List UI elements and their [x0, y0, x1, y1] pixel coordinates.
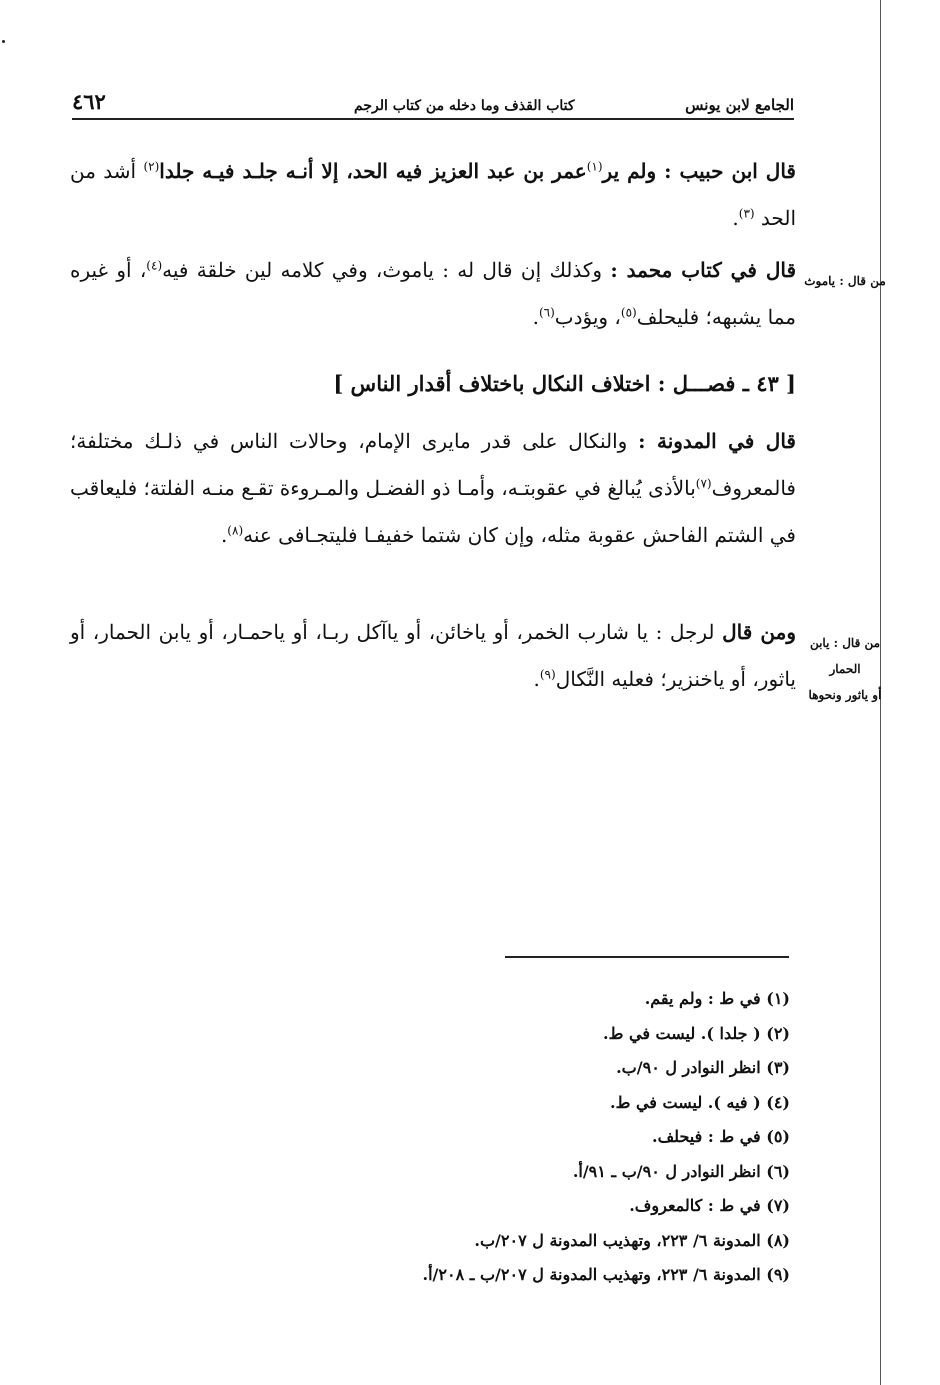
footnote-separator [505, 956, 789, 958]
footnote-ref[interactable]: (٦) [538, 305, 555, 320]
paragraph-text: لرجل : يا شارب الخمر، أو ياخائن، أو ياآكل ربـا، أو ياحمـار، أو يابن الحمار، أو ياثور، أو ياخنزير؛ فعليه النَّكال [70, 620, 796, 691]
paragraph-lead: قال في المدونة : [638, 429, 796, 453]
running-header [72, 88, 794, 120]
paragraph-lead: ومن قال [722, 620, 796, 644]
footnote-ref[interactable]: (١) [586, 159, 603, 174]
footnote-item: (١) في ط : ولم يقم. [644, 989, 790, 1008]
paragraph-text: . [732, 206, 739, 230]
paragraph-kitab-muhammad [70, 247, 796, 341]
paragraph-text: ، أو غيره مما يشبهه؛ فليحلف [70, 258, 796, 329]
margin-note-yamuth [800, 268, 890, 294]
footnote-item: (٦) انظر النوادر ل ٩٠/ب ـ ٩١/أ. [572, 1161, 790, 1181]
footnote-item: (٢) ( جلدا ). ليست في ط. [603, 1023, 790, 1043]
footnote-ref[interactable]: (٧) [695, 476, 712, 491]
book-title: الجامع لابن يونس [685, 96, 794, 114]
paragraph-text: . [533, 667, 540, 691]
footnote-ref[interactable]: (٢) [143, 159, 160, 174]
paragraph-text: . [532, 305, 539, 329]
footnote-ref[interactable]: (٣) [738, 206, 755, 221]
scan-speck [2, 40, 5, 43]
footnote-ref[interactable]: (٨) [227, 523, 244, 538]
paragraph-text: . [220, 523, 228, 547]
paragraph-ibn-habib [70, 148, 796, 242]
page-number: ٤٦٢ [72, 89, 106, 114]
footnote-ref[interactable]: (٤) [146, 258, 163, 273]
chapter-title: كتاب القذف وما دخله من كتاب الرجم [354, 98, 575, 114]
paragraph-text: بالأذى يُبالغ في عقوبتـه، وأمـا ذو الفضـل والمـروءة تقـع منـه الفلتة؛ فليعاقب في الشتم الفاحش عقوبة مثله، وإن كان شتما خفيفـا فليتجـافى عنه [70, 476, 796, 547]
paragraph-lead: قال في كتاب محمد : [610, 258, 797, 282]
paragraph-lead-cont: عمر بن عبد العزيز فيه الحد، إلا أنـه جلـد فيـه جلدا [159, 159, 587, 183]
margin-note-ibn-al-himar [800, 630, 890, 708]
paragraph-text: ، ويؤدب [554, 305, 621, 329]
footnotes-list [300, 982, 790, 1293]
paragraph-text: أشد من الحد [70, 159, 796, 230]
paragraph-mudawwana [70, 418, 796, 559]
footnote-item: (٩) المدونة ٦/ ٢٢٣، وتهذيب المدونة ل ٢٠٧/ب ـ ٢٠٨/أ. [422, 1265, 790, 1284]
footnote-item: (٨) المدونة ٦/ ٢٢٣، وتهذيب المدونة ل ٢٠٧/ب. [474, 1230, 790, 1250]
paragraph-text: وكذلك إن قال له : ياموث، وفي كلامه لين خلقة فيه [162, 258, 611, 282]
paragraph-insults [70, 609, 796, 703]
paragraph-text: والنكال على قدر مايرى الإمام، وحالات الناس في ذلـك مختلفة؛ فالمعروف [70, 429, 796, 500]
section-heading: [ ٤٣ ـ فصـــل : اختلاف النكال باختلاف أقدار الناس ] [333, 371, 796, 396]
margin-note-line: أو ياثور ونحوها [808, 688, 882, 702]
margin-note-line: من قال : يابن الحمار [809, 636, 881, 676]
footnote-item: (٤) ( فيه ). ليست في ط. [610, 1092, 790, 1112]
footnote-item: (٣) انظر النوادر ل ٩٠/ب. [616, 1058, 790, 1077]
footnote-ref[interactable]: (٩) [539, 667, 556, 682]
footnote-item: (٥) في ط : فيحلف. [652, 1127, 790, 1146]
footnote-ref[interactable]: (٥) [620, 305, 637, 320]
paragraph-lead: قال ابن حبيب : ولم ير [602, 159, 796, 183]
margin-note-text: من قال : ياموث [804, 274, 886, 288]
footnote-item: (٧) في ط : كالمعروف. [629, 1196, 790, 1215]
